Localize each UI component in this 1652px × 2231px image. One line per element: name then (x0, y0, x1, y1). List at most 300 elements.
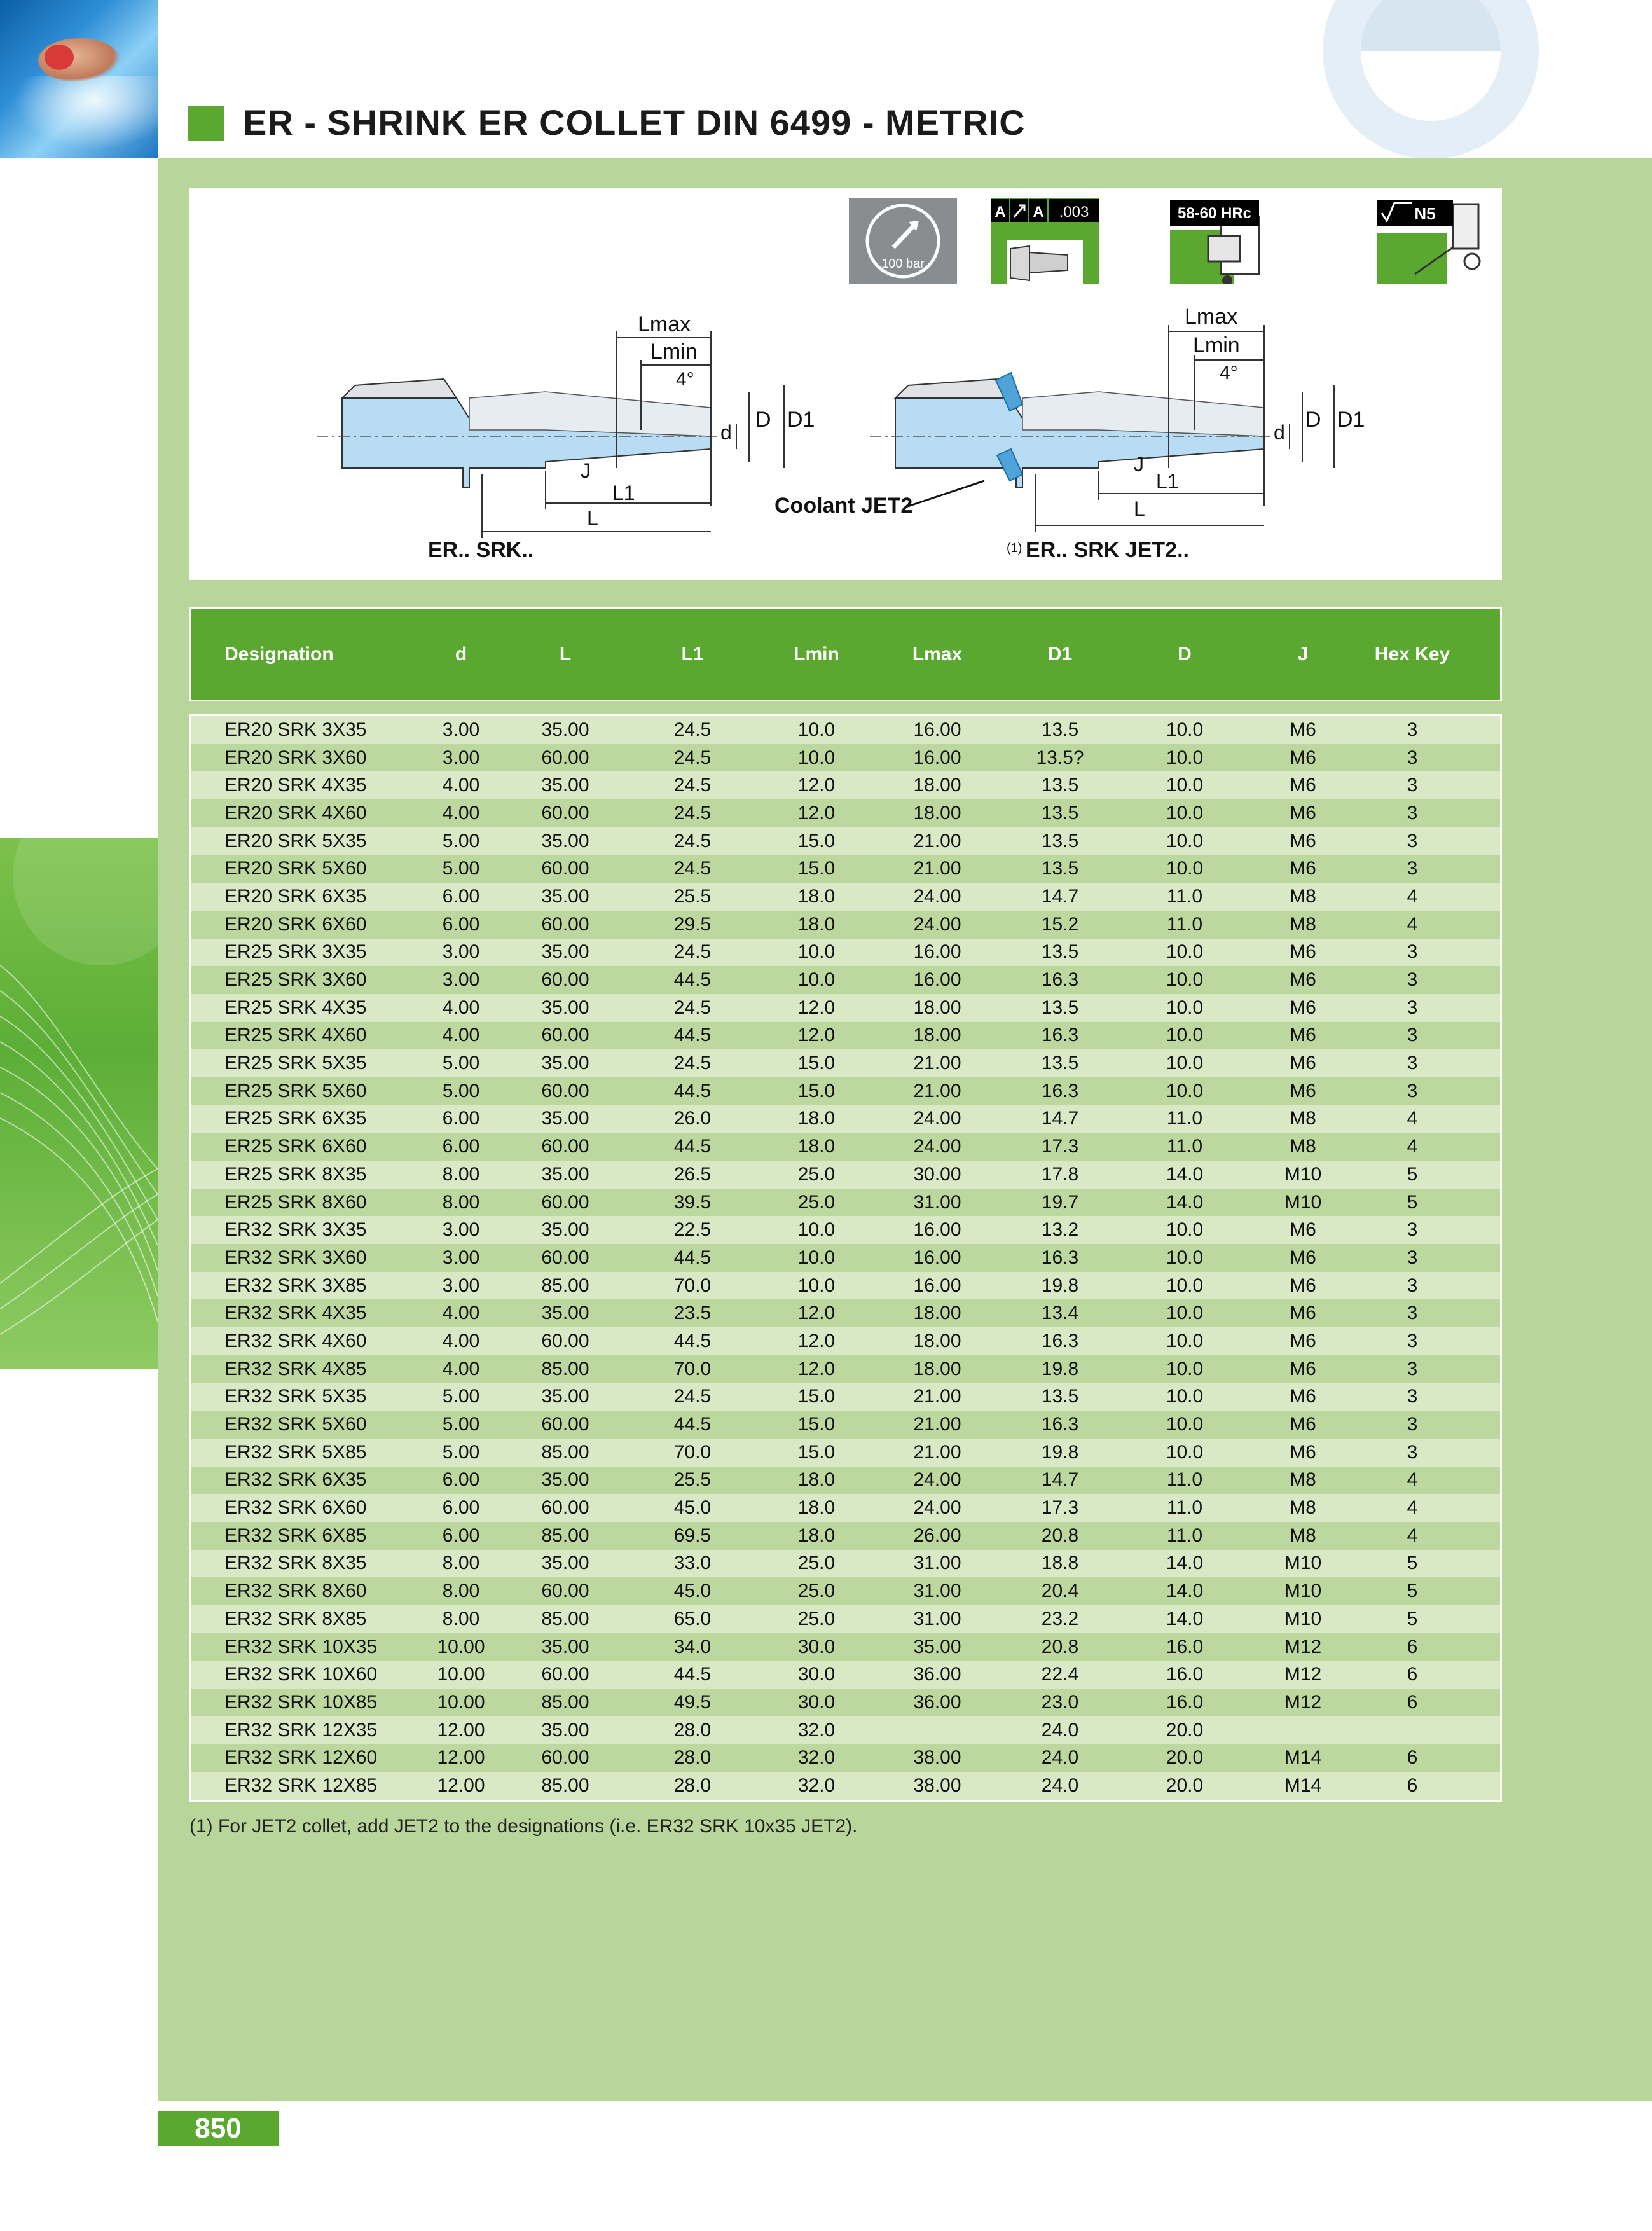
designation-cell: ER25 SRK 3X60 (224, 969, 367, 991)
designation-cell: ER20 SRK 5X60 (224, 858, 367, 880)
table-cell: 4 (1407, 913, 1418, 935)
table-cell: 10.0 (1166, 1219, 1204, 1241)
table-cell: M12 (1284, 1636, 1322, 1657)
table-cell: 35.00 (541, 885, 589, 907)
pressure-gauge-icon (849, 198, 957, 284)
designation-cell: ER32 SRK 3X85 (224, 1274, 367, 1296)
table-cell: 5 (1407, 1163, 1418, 1185)
designation-cell: ER20 SRK 3X60 (224, 747, 367, 768)
table-cell: 3 (1407, 719, 1418, 740)
designation-cell: ER32 SRK 6X60 (224, 1497, 367, 1519)
surface-roughness-icon (1377, 198, 1485, 284)
table-cell: 24.00 (913, 1136, 961, 1157)
table-cell: 30.0 (797, 1664, 836, 1685)
table-cell: 3 (1407, 1080, 1418, 1102)
left-L1-label: L1 (612, 481, 635, 504)
table-row (191, 1244, 1500, 1272)
table-cell: 5.00 (442, 1414, 480, 1435)
table-cell: 8.00 (442, 1608, 480, 1629)
table-cell: M8 (1290, 1108, 1316, 1129)
table-cell: M8 (1290, 1469, 1316, 1491)
table-cell: 35.00 (541, 1552, 589, 1574)
table-cell: 18.0 (797, 1524, 836, 1546)
table-cell: M6 (1290, 1386, 1316, 1407)
designation-cell: ER32 SRK 12X35 (224, 1719, 378, 1741)
table-cell: 13.5 (1041, 941, 1079, 963)
table-body (189, 714, 1502, 1802)
table-cell: 21.00 (913, 1441, 961, 1463)
table-cell: 8.00 (442, 1552, 480, 1574)
table-cell: 16.00 (913, 719, 961, 740)
column-header: D (1178, 644, 1192, 665)
table-cell: 15.0 (797, 1414, 836, 1435)
coolant-label: Coolant JET2 (774, 494, 913, 518)
table-cell: 3 (1407, 1274, 1418, 1296)
table-cell: 10.00 (437, 1691, 485, 1713)
table-cell: 16.00 (913, 1274, 961, 1296)
table-cell: 35.00 (541, 719, 589, 740)
table-cell: 35.00 (541, 1386, 589, 1407)
designation-cell: ER32 SRK 3X35 (224, 1219, 367, 1241)
hardness-test-icon (1170, 198, 1278, 284)
table-cell: M8 (1290, 1136, 1316, 1157)
table-cell: 3 (1407, 1330, 1418, 1351)
table-cell: 10.0 (1166, 719, 1204, 740)
table-cell: 10.0 (1166, 1414, 1204, 1435)
table-cell: M6 (1290, 1025, 1316, 1046)
table-cell: 12.0 (797, 775, 836, 796)
table-cell: 85.00 (541, 1441, 589, 1463)
table-cell: 11.0 (1166, 1136, 1203, 1157)
table-cell: 24.00 (913, 913, 961, 935)
designation-cell: ER32 SRK 12X85 (224, 1774, 378, 1796)
table-cell: M6 (1290, 1414, 1316, 1435)
table-cell: 4.00 (442, 1302, 480, 1324)
table-cell: 16.3 (1041, 969, 1079, 991)
table-cell: 10.0 (1166, 775, 1204, 796)
table-cell: 6 (1407, 1774, 1418, 1796)
table-cell: 19.8 (1041, 1441, 1079, 1463)
table-cell: 3 (1407, 802, 1418, 824)
table-cell: 24.5 (673, 1386, 712, 1407)
table-cell: 12.0 (797, 1025, 836, 1046)
table-cell: 12.00 (437, 1747, 485, 1769)
right-tool-drawing (870, 373, 1270, 487)
table-row (191, 1661, 1500, 1689)
designation-cell: ER20 SRK 3X35 (224, 719, 367, 740)
table-cell: 35.00 (541, 941, 589, 963)
table-cell: 10.0 (1166, 1302, 1204, 1324)
table-cell: 45.0 (673, 1497, 712, 1519)
table-cell: 14.7 (1041, 1108, 1079, 1129)
table-cell: 14.0 (1166, 1191, 1204, 1213)
table-cell: M6 (1290, 830, 1316, 852)
table-cell: M8 (1290, 1524, 1316, 1546)
table-cell: 24.5 (673, 775, 712, 796)
table-cell: 36.00 (913, 1691, 961, 1713)
table-cell: 44.5 (673, 1080, 712, 1102)
table-cell: 35.00 (541, 1163, 589, 1185)
table-cell: 36.00 (913, 1664, 961, 1685)
table-cell: 12.0 (797, 1302, 836, 1324)
table-cell: 6.00 (442, 1497, 480, 1519)
table-cell: 13.5 (1041, 719, 1079, 740)
table-cell: M6 (1290, 1330, 1316, 1351)
table-cell: 45.0 (673, 1580, 712, 1602)
table-row (191, 911, 1500, 939)
table-cell: 31.00 (913, 1191, 961, 1213)
table-header (189, 607, 1502, 701)
table-cell: 28.0 (673, 1747, 712, 1769)
table-cell: M14 (1284, 1774, 1322, 1796)
table-cell: 5 (1407, 1608, 1418, 1629)
table-cell: 24.00 (913, 1108, 961, 1129)
table-cell: 60.00 (541, 1414, 589, 1435)
table-cell: 16.3 (1041, 1025, 1079, 1046)
table-cell: 10.0 (1166, 1274, 1204, 1296)
table-cell: M6 (1290, 997, 1316, 1018)
table-cell: 14.0 (1166, 1552, 1204, 1574)
table-cell: 17.8 (1041, 1163, 1079, 1185)
table-cell: 26.00 (913, 1524, 961, 1546)
right-lmax-label: Lmax (1185, 305, 1238, 329)
table-cell: M6 (1290, 1053, 1316, 1074)
table-cell: 25.0 (797, 1552, 836, 1574)
table-cell: 21.00 (913, 830, 961, 852)
table-cell: 24.0 (1041, 1774, 1079, 1796)
table-cell: 85.00 (541, 1691, 589, 1713)
table-cell: 4 (1407, 885, 1418, 907)
column-header: Lmax (912, 644, 963, 665)
table-cell: 35.00 (541, 1108, 589, 1129)
table-cell: 16.0 (1166, 1664, 1204, 1685)
table-cell: 3 (1407, 858, 1418, 880)
table-cell: 22.4 (1041, 1664, 1079, 1685)
table-cell: 4 (1407, 1497, 1418, 1519)
designation-cell: ER32 SRK 10X60 (224, 1664, 378, 1685)
table-cell: 5.00 (442, 1080, 480, 1102)
table-cell: 60.00 (541, 1136, 589, 1157)
table-cell: 4.00 (442, 802, 480, 824)
left-D1-label: D1 (787, 408, 815, 432)
table-cell: 35.00 (541, 1219, 589, 1241)
designation-cell: ER32 SRK 10X35 (224, 1636, 378, 1657)
table-cell: 14.0 (1166, 1580, 1204, 1602)
table-row (191, 1189, 1500, 1217)
designation-cell: ER25 SRK 8X35 (224, 1163, 367, 1185)
table-cell: 16.3 (1041, 1080, 1079, 1102)
table-cell: 21.00 (913, 1386, 961, 1407)
table-cell: 65.0 (673, 1608, 712, 1629)
hardness-label: 58-60 HRc (1177, 205, 1252, 222)
table-cell: M6 (1290, 775, 1316, 796)
table-cell: 10.0 (1166, 1441, 1204, 1463)
table-cell: 24.5 (673, 858, 712, 880)
designation-cell: ER32 SRK 6X85 (224, 1524, 367, 1546)
table-cell: 13.2 (1041, 1219, 1079, 1241)
table-cell: 44.5 (673, 1664, 712, 1685)
table-cell: 8.00 (442, 1163, 480, 1185)
table-cell: 25.0 (797, 1163, 836, 1185)
table-row (191, 939, 1500, 967)
table-cell: 4 (1407, 1136, 1418, 1157)
table-cell: 21.00 (913, 858, 961, 880)
table-cell: 20.4 (1041, 1580, 1079, 1602)
table-cell: 4.00 (442, 997, 480, 1018)
designation-cell: ER25 SRK 8X60 (224, 1191, 367, 1213)
left-angle-label: 4° (676, 369, 694, 390)
table-cell: 31.00 (913, 1552, 961, 1574)
table-row (191, 994, 1500, 1022)
table-row (191, 1716, 1500, 1744)
table-row (191, 1299, 1500, 1327)
table-cell: 10.0 (797, 719, 836, 740)
table-cell: 19.8 (1041, 1274, 1079, 1296)
runout-icon (991, 198, 1099, 284)
right-D1-label: D1 (1337, 408, 1365, 432)
table-cell: 3.00 (442, 719, 480, 740)
table-cell: 60.00 (541, 1747, 589, 1769)
table-cell: 6.00 (442, 885, 480, 907)
table-cell: 28.0 (673, 1719, 712, 1741)
table-cell: 24.5 (673, 747, 712, 768)
water-splash (0, 76, 158, 158)
table-cell: 14.0 (1166, 1163, 1204, 1185)
table-row (191, 1133, 1500, 1161)
table-cell: 70.0 (673, 1441, 712, 1463)
table-cell: 11.0 (1166, 1108, 1203, 1129)
table-cell: M14 (1284, 1747, 1322, 1769)
collet-drawings (189, 188, 1502, 580)
table-cell: 24.5 (673, 997, 712, 1018)
table-cell: 60.00 (541, 1080, 589, 1102)
table-cell: 18.0 (797, 885, 836, 907)
table-cell: 32.0 (797, 1719, 836, 1741)
table-row (191, 1633, 1500, 1661)
left-d-label: d (720, 421, 732, 444)
table-cell: 33.0 (673, 1552, 712, 1574)
table-cell: 5.00 (442, 830, 480, 852)
table-cell: 19.8 (1041, 1358, 1079, 1379)
table-cell: 34.0 (673, 1636, 712, 1657)
table-cell: 3 (1407, 1219, 1418, 1241)
table-cell: 3.00 (442, 1247, 480, 1268)
table-cell: 44.5 (673, 1025, 712, 1046)
roughness-label: N5 (1414, 204, 1436, 223)
table-cell: 60.00 (541, 969, 589, 991)
table-cell: 24.00 (913, 1469, 961, 1491)
table-cell: 3.00 (442, 1219, 480, 1241)
table-cell: 15.0 (797, 1053, 836, 1074)
table-cell: 13.5 (1041, 858, 1079, 880)
designation-cell: ER20 SRK 6X35 (224, 885, 367, 907)
table-cell: 21.00 (913, 1414, 961, 1435)
table-cell: 20.8 (1041, 1636, 1079, 1657)
page-number-box (158, 2111, 279, 2146)
table-cell: 12.0 (797, 802, 836, 824)
wave-lines-decoration (0, 838, 158, 1369)
table-row (191, 1105, 1500, 1133)
table-cell: 35.00 (541, 997, 589, 1018)
table-cell: 20.8 (1041, 1524, 1079, 1546)
table-cell: 17.3 (1041, 1136, 1079, 1157)
table-cell: 32.0 (797, 1747, 836, 1769)
left-caption: ER.. SRK.. (428, 538, 534, 562)
table-row (191, 1689, 1500, 1716)
table-cell: M12 (1284, 1691, 1322, 1713)
table-cell: 20.0 (1166, 1747, 1204, 1769)
table-cell: 18.8 (1041, 1552, 1079, 1574)
table-cell: 5 (1407, 1580, 1418, 1602)
swimmer-photo (0, 0, 158, 158)
table-cell: 44.5 (673, 1136, 712, 1157)
table-cell: M6 (1290, 1358, 1316, 1379)
table-cell: 4.00 (442, 1025, 480, 1046)
designation-cell: ER32 SRK 6X35 (224, 1469, 367, 1491)
table-cell: 30.0 (797, 1636, 836, 1657)
table-cell: 8.00 (442, 1580, 480, 1602)
table-cell: 17.3 (1041, 1497, 1079, 1519)
table-cell: M10 (1284, 1552, 1322, 1574)
table-cell: 11.0 (1166, 913, 1203, 935)
table-cell: M6 (1290, 747, 1316, 768)
table-cell: 12.0 (797, 1358, 836, 1379)
column-header: d (455, 644, 467, 665)
table-cell: 10.0 (1166, 1025, 1204, 1046)
table-cell: 18.00 (913, 1330, 961, 1351)
table-cell: 60.00 (541, 858, 589, 880)
table-cell: 24.0 (1041, 1719, 1079, 1741)
table-cell: 60.00 (541, 747, 589, 768)
table-cell: 10.0 (1166, 1080, 1204, 1102)
table-row (191, 744, 1500, 772)
table-cell: 85.00 (541, 1524, 589, 1546)
table-cell: 10.0 (1166, 941, 1204, 963)
table-cell: 15.0 (797, 830, 836, 852)
table-cell: 10.0 (1166, 997, 1204, 1018)
designation-cell: ER32 SRK 10X85 (224, 1691, 378, 1713)
table-cell: 6 (1407, 1664, 1418, 1685)
table-row (191, 1272, 1500, 1300)
table-cell: 24.5 (673, 1053, 712, 1074)
table-cell: 44.5 (673, 1247, 712, 1268)
table-cell: 85.00 (541, 1608, 589, 1629)
designation-cell: ER32 SRK 12X60 (224, 1747, 378, 1769)
right-caption-note: (1) (1007, 541, 1022, 555)
column-header: J (1297, 644, 1309, 665)
right-caption: ER.. SRK JET2.. (1026, 538, 1189, 562)
table-cell: 6.00 (442, 1524, 480, 1546)
table-cell: 60.00 (541, 1191, 589, 1213)
table-cell: 12.0 (797, 1330, 836, 1351)
table-row (191, 1439, 1500, 1467)
table-cell: 25.5 (673, 885, 712, 907)
table-cell: 12.00 (437, 1719, 485, 1741)
table-cell: 15.2 (1041, 913, 1079, 935)
table-cell: 31.00 (913, 1608, 961, 1629)
table-cell: 3.00 (442, 747, 480, 768)
right-D-label: D (1305, 408, 1321, 432)
table-cell: 35.00 (541, 1302, 589, 1324)
table-cell: 14.7 (1041, 885, 1079, 907)
table-cell: M6 (1290, 941, 1316, 963)
table-row (191, 1550, 1500, 1578)
table-cell: M6 (1290, 1274, 1316, 1296)
table-cell: 14.7 (1041, 1469, 1079, 1491)
table-cell: 18.00 (913, 1025, 961, 1046)
brand-logo-circle (1297, 0, 1564, 165)
table-cell: 18.00 (913, 997, 961, 1018)
table-cell: 44.5 (673, 969, 712, 991)
table-cell: 60.00 (541, 1025, 589, 1046)
designation-cell: ER20 SRK 4X60 (224, 802, 367, 824)
table-cell: 10.0 (797, 1247, 836, 1268)
table-row (191, 1605, 1500, 1633)
table-cell: 85.00 (541, 1358, 589, 1379)
table-cell: 60.00 (541, 1664, 589, 1685)
table-cell: 18.00 (913, 775, 961, 796)
table-cell: 13.5 (1041, 1053, 1079, 1074)
table-cell: 13.5 (1041, 830, 1079, 852)
table-cell: 10.0 (1166, 802, 1204, 824)
table-cell: 38.00 (913, 1747, 961, 1769)
designation-cell: ER32 SRK 4X85 (224, 1358, 367, 1379)
designation-cell: ER25 SRK 5X60 (224, 1080, 367, 1102)
table-row (191, 883, 1500, 911)
table-cell: 3 (1407, 1358, 1418, 1379)
table-cell: 5 (1407, 1191, 1418, 1213)
table-cell: 3 (1407, 1386, 1418, 1407)
table-cell: 10.00 (437, 1664, 485, 1685)
table-cell: 18.0 (797, 1136, 836, 1157)
runout-label-a1: A (995, 204, 1006, 221)
table-cell: M6 (1290, 1080, 1316, 1102)
table-cell: 60.00 (541, 1580, 589, 1602)
swim-cap (45, 45, 74, 70)
table-row (191, 1577, 1500, 1605)
table-cell: 24.0 (1041, 1747, 1079, 1769)
table-cell: 10.0 (797, 747, 836, 768)
designation-cell: ER25 SRK 3X35 (224, 941, 367, 963)
designation-cell: ER32 SRK 5X35 (224, 1386, 367, 1407)
table-cell: 30.00 (913, 1163, 961, 1185)
table-cell: M6 (1290, 858, 1316, 880)
table-cell: 3.00 (442, 941, 480, 963)
table-cell: 39.5 (673, 1191, 712, 1213)
designation-cell: ER32 SRK 8X35 (224, 1552, 367, 1574)
table-cell: 3 (1407, 1247, 1418, 1268)
table-cell: 26.0 (673, 1108, 712, 1129)
table-cell: 13.5 (1041, 997, 1079, 1018)
table-cell: M6 (1290, 802, 1316, 824)
table-cell: 5.00 (442, 1441, 480, 1463)
table-cell: 16.00 (913, 1247, 961, 1268)
table-cell: 12.0 (797, 997, 836, 1018)
table-cell: 35.00 (541, 1053, 589, 1074)
table-cell: 3 (1407, 1025, 1418, 1046)
column-header: L1 (681, 644, 704, 665)
table-cell: 21.00 (913, 1053, 961, 1074)
table-cell: M10 (1284, 1608, 1322, 1629)
table-cell: M8 (1290, 913, 1316, 935)
table-cell: M8 (1290, 885, 1316, 907)
table-cell: 28.0 (673, 1774, 712, 1796)
table-cell: 10.0 (1166, 969, 1204, 991)
table-cell: 35.00 (541, 775, 589, 796)
table-cell: 12.00 (437, 1774, 485, 1796)
table-cell: 70.0 (673, 1274, 712, 1296)
table-cell: 18.00 (913, 802, 961, 824)
